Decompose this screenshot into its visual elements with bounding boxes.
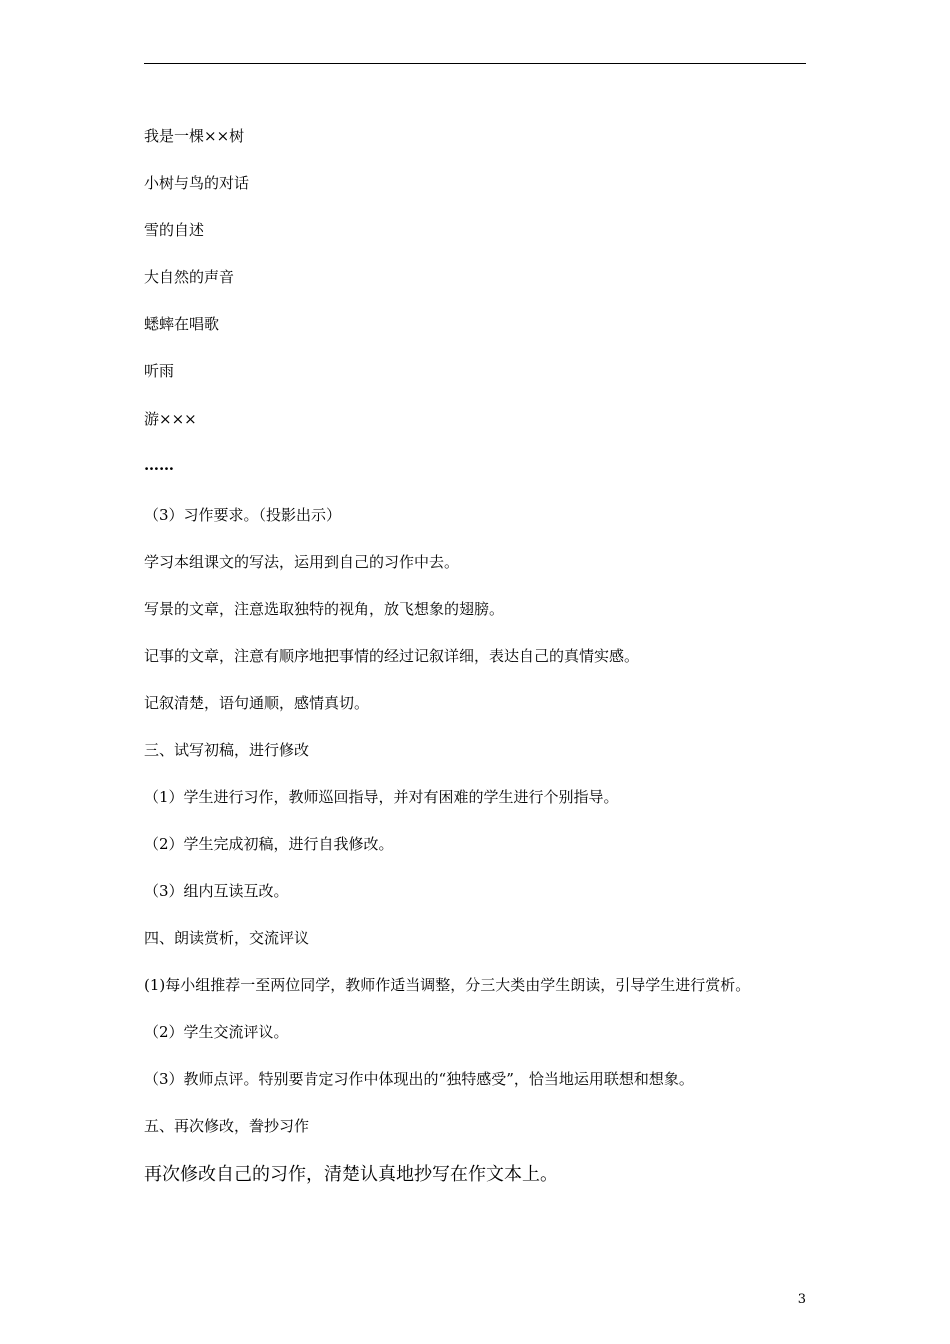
paragraph: 记叙清楚，语句通顺，感情真切。 — [144, 694, 370, 712]
topic-item: 听雨 — [144, 362, 175, 380]
paragraph: （3）组内互读互改。 — [144, 882, 289, 900]
topic-item: 蟋蟀在唱歌 — [144, 315, 220, 333]
section-heading: 四、朗读赏析，交流评议 — [144, 929, 310, 947]
paragraph: （3）教师点评。特别要肯定习作中体现出的“独特感受”，恰当地运用联想和想象。 — [144, 1070, 694, 1088]
section-heading: 五、再次修改，誊抄习作 — [144, 1117, 310, 1135]
header-rule — [144, 63, 806, 64]
ellipsis: …… — [144, 456, 174, 474]
section-heading: 三、试写初稿，进行修改 — [144, 741, 310, 759]
paragraph: 学习本组课文的写法，运用到自己的习作中去。 — [144, 553, 460, 571]
paragraph: 记事的文章，注意有顺序地把事情的经过记叙详细，表达自己的真情实感。 — [144, 647, 640, 665]
paragraph: （2）学生完成初稿，进行自我修改。 — [144, 835, 394, 853]
paragraph: (1)每小组推荐一至两位同学，教师作适当调整，分三大类由学生朗读，引导学生进行赏析。 — [144, 976, 751, 994]
topic-item: 我是一棵××树 — [144, 127, 245, 145]
paragraph: 写景的文章，注意选取独特的视角，放飞想象的翅膀。 — [144, 600, 505, 618]
paragraph: 再次修改自己的习作，清楚认真地抄写在作文本上。 — [144, 1164, 558, 1185]
paragraph: （3）习作要求。（投影出示） — [144, 506, 342, 524]
topic-item: 小树与鸟的对话 — [144, 174, 250, 192]
topic-item: 大自然的声音 — [144, 268, 235, 286]
paragraph: （2）学生交流评议。 — [144, 1023, 289, 1041]
topic-item: 雪的自述 — [144, 221, 205, 239]
page-number: 3 — [797, 1292, 806, 1307]
paragraph: （1）学生进行习作，教师巡回指导，并对有困难的学生进行个别指导。 — [144, 788, 619, 806]
topic-item: 游××× — [144, 410, 197, 428]
